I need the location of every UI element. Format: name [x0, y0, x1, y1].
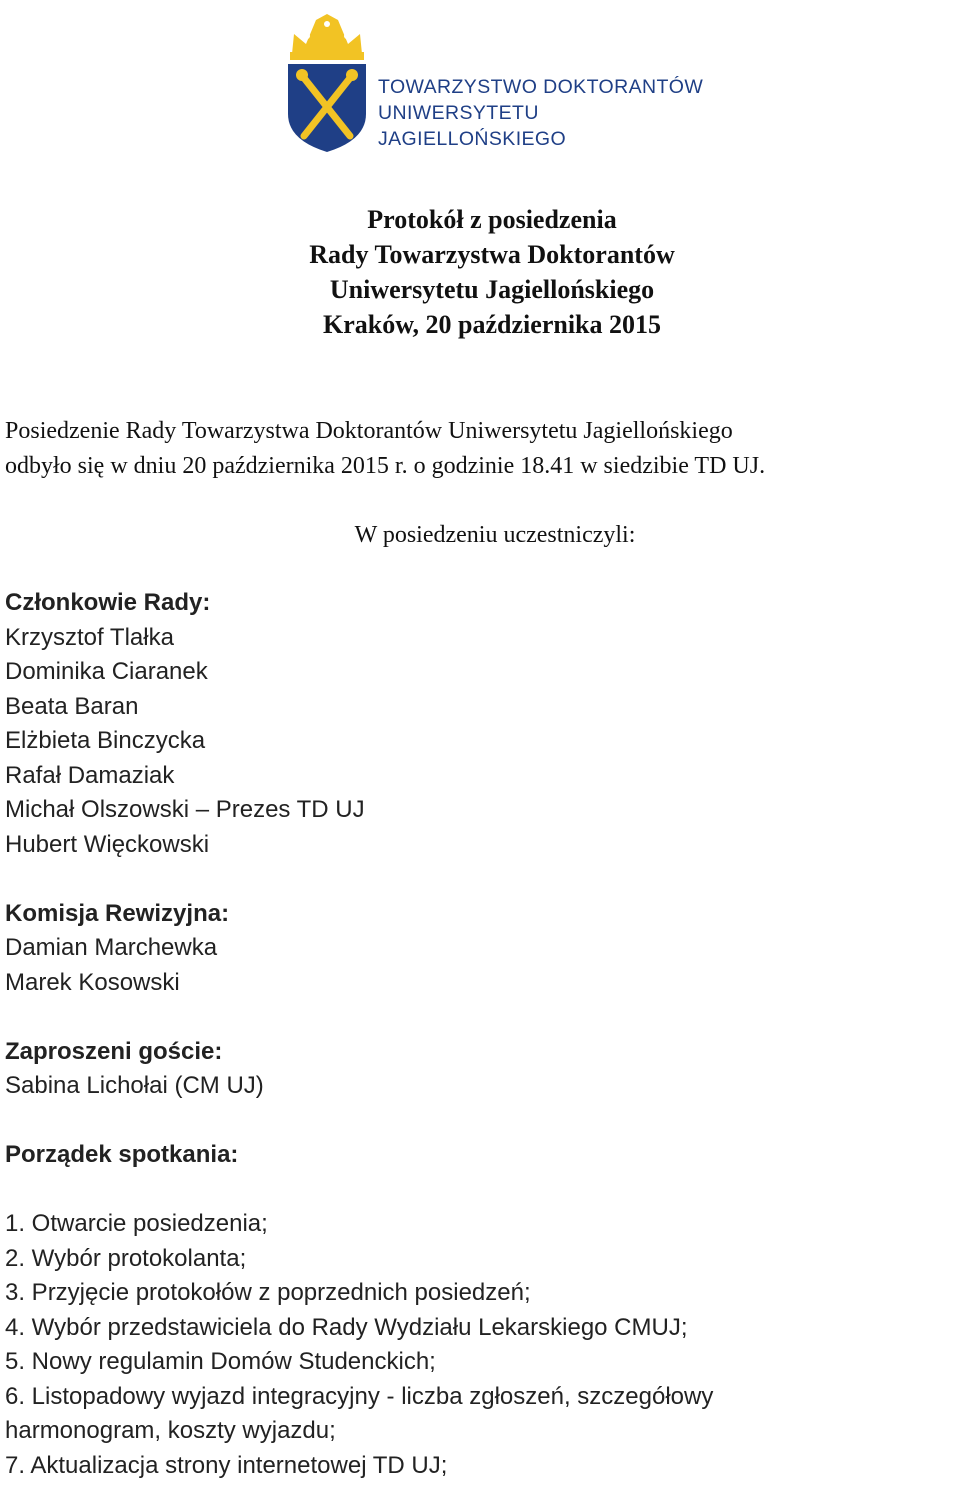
org-logo	[282, 14, 722, 154]
council-member: Hubert Więckowski	[5, 830, 210, 858]
council-heading: Członkowie Rady:	[5, 589, 211, 616]
title-line-3: Uniwersytetu Jagiellońskiego	[329, 275, 655, 304]
agenda-heading: Porządek spotkania:	[5, 1141, 239, 1168]
agenda-item: 6. Listopadowy wyjazd integracyjny - liczba zgłoszeń, szczegółowy harmonogram, koszty wyjazdu;	[5, 1382, 714, 1444]
crown-icon	[290, 14, 364, 60]
intro-line-2: odbyło się w dniu 20 października 2015 r. o godzinie 18.41 w siedzibie TD UJ.	[5, 453, 766, 479]
spacer	[5, 862, 945, 897]
council-member: Beata Baran	[5, 692, 139, 720]
council-member: Michał Olszowski – Prezes TD UJ	[5, 796, 365, 823]
council-member: Rafał Damaziak	[5, 761, 175, 789]
title-line-4: Kraków, 20 października 2015	[322, 310, 661, 339]
jagiellonian-shield-icon	[282, 14, 372, 154]
agenda-item: 7. Aktualizacja strony internetowej TD UJ;	[5, 1451, 448, 1479]
spacer	[5, 1104, 945, 1139]
intro-line-1: Posiedzenie Rady Towarzystwa Doktorantów Uniwersytetu Jagiellońskiego	[5, 418, 733, 444]
agenda-item: 5. Nowy regulamin Domów Studenckich;	[5, 1348, 436, 1375]
participants-heading: W posiedzeniu uczestniczyli:	[354, 522, 636, 548]
participants-section	[5, 586, 945, 1483]
org-name-line2: UNIWERSYTETU JAGIELLOŃSKIEGO	[378, 102, 567, 150]
title-line-2: Rady Towarzystwa Doktorantów	[309, 240, 675, 269]
audit-heading: Komisja Rewizyjna:	[5, 899, 230, 927]
audit-member: Damian Marchewka	[5, 934, 218, 961]
org-name	[378, 74, 718, 152]
agenda-item: 2. Wybór protokolanta;	[5, 1244, 247, 1272]
document-title	[0, 202, 960, 342]
spacer	[5, 1000, 945, 1035]
spacer	[5, 1173, 945, 1208]
title-line-1: Protokół z posiedzenia	[367, 205, 617, 234]
audit-member: Marek Kosowski	[5, 968, 180, 996]
agenda-item: 1. Otwarcie posiedzenia;	[5, 1210, 268, 1237]
agenda-item: 3. Przyjęcie protokołów z poprzednich posiedzeń;	[5, 1279, 531, 1306]
council-member: Elżbieta Binczycka	[5, 727, 206, 754]
guest: Sabina Lichołai (CM UJ)	[5, 1072, 264, 1099]
agenda-item: 4. Wybór przedstawiciela do Rady Wydziału Lekarskiego CMUJ;	[5, 1313, 688, 1341]
guests-heading: Zaproszeni goście:	[5, 1037, 223, 1065]
org-name-line1: TOWARZYSTWO DOKTORANTÓW	[378, 76, 704, 98]
council-member: Dominika Ciaranek	[5, 658, 208, 685]
intro-paragraph	[5, 414, 955, 484]
council-member: Krzysztof Tlałka	[5, 623, 174, 651]
